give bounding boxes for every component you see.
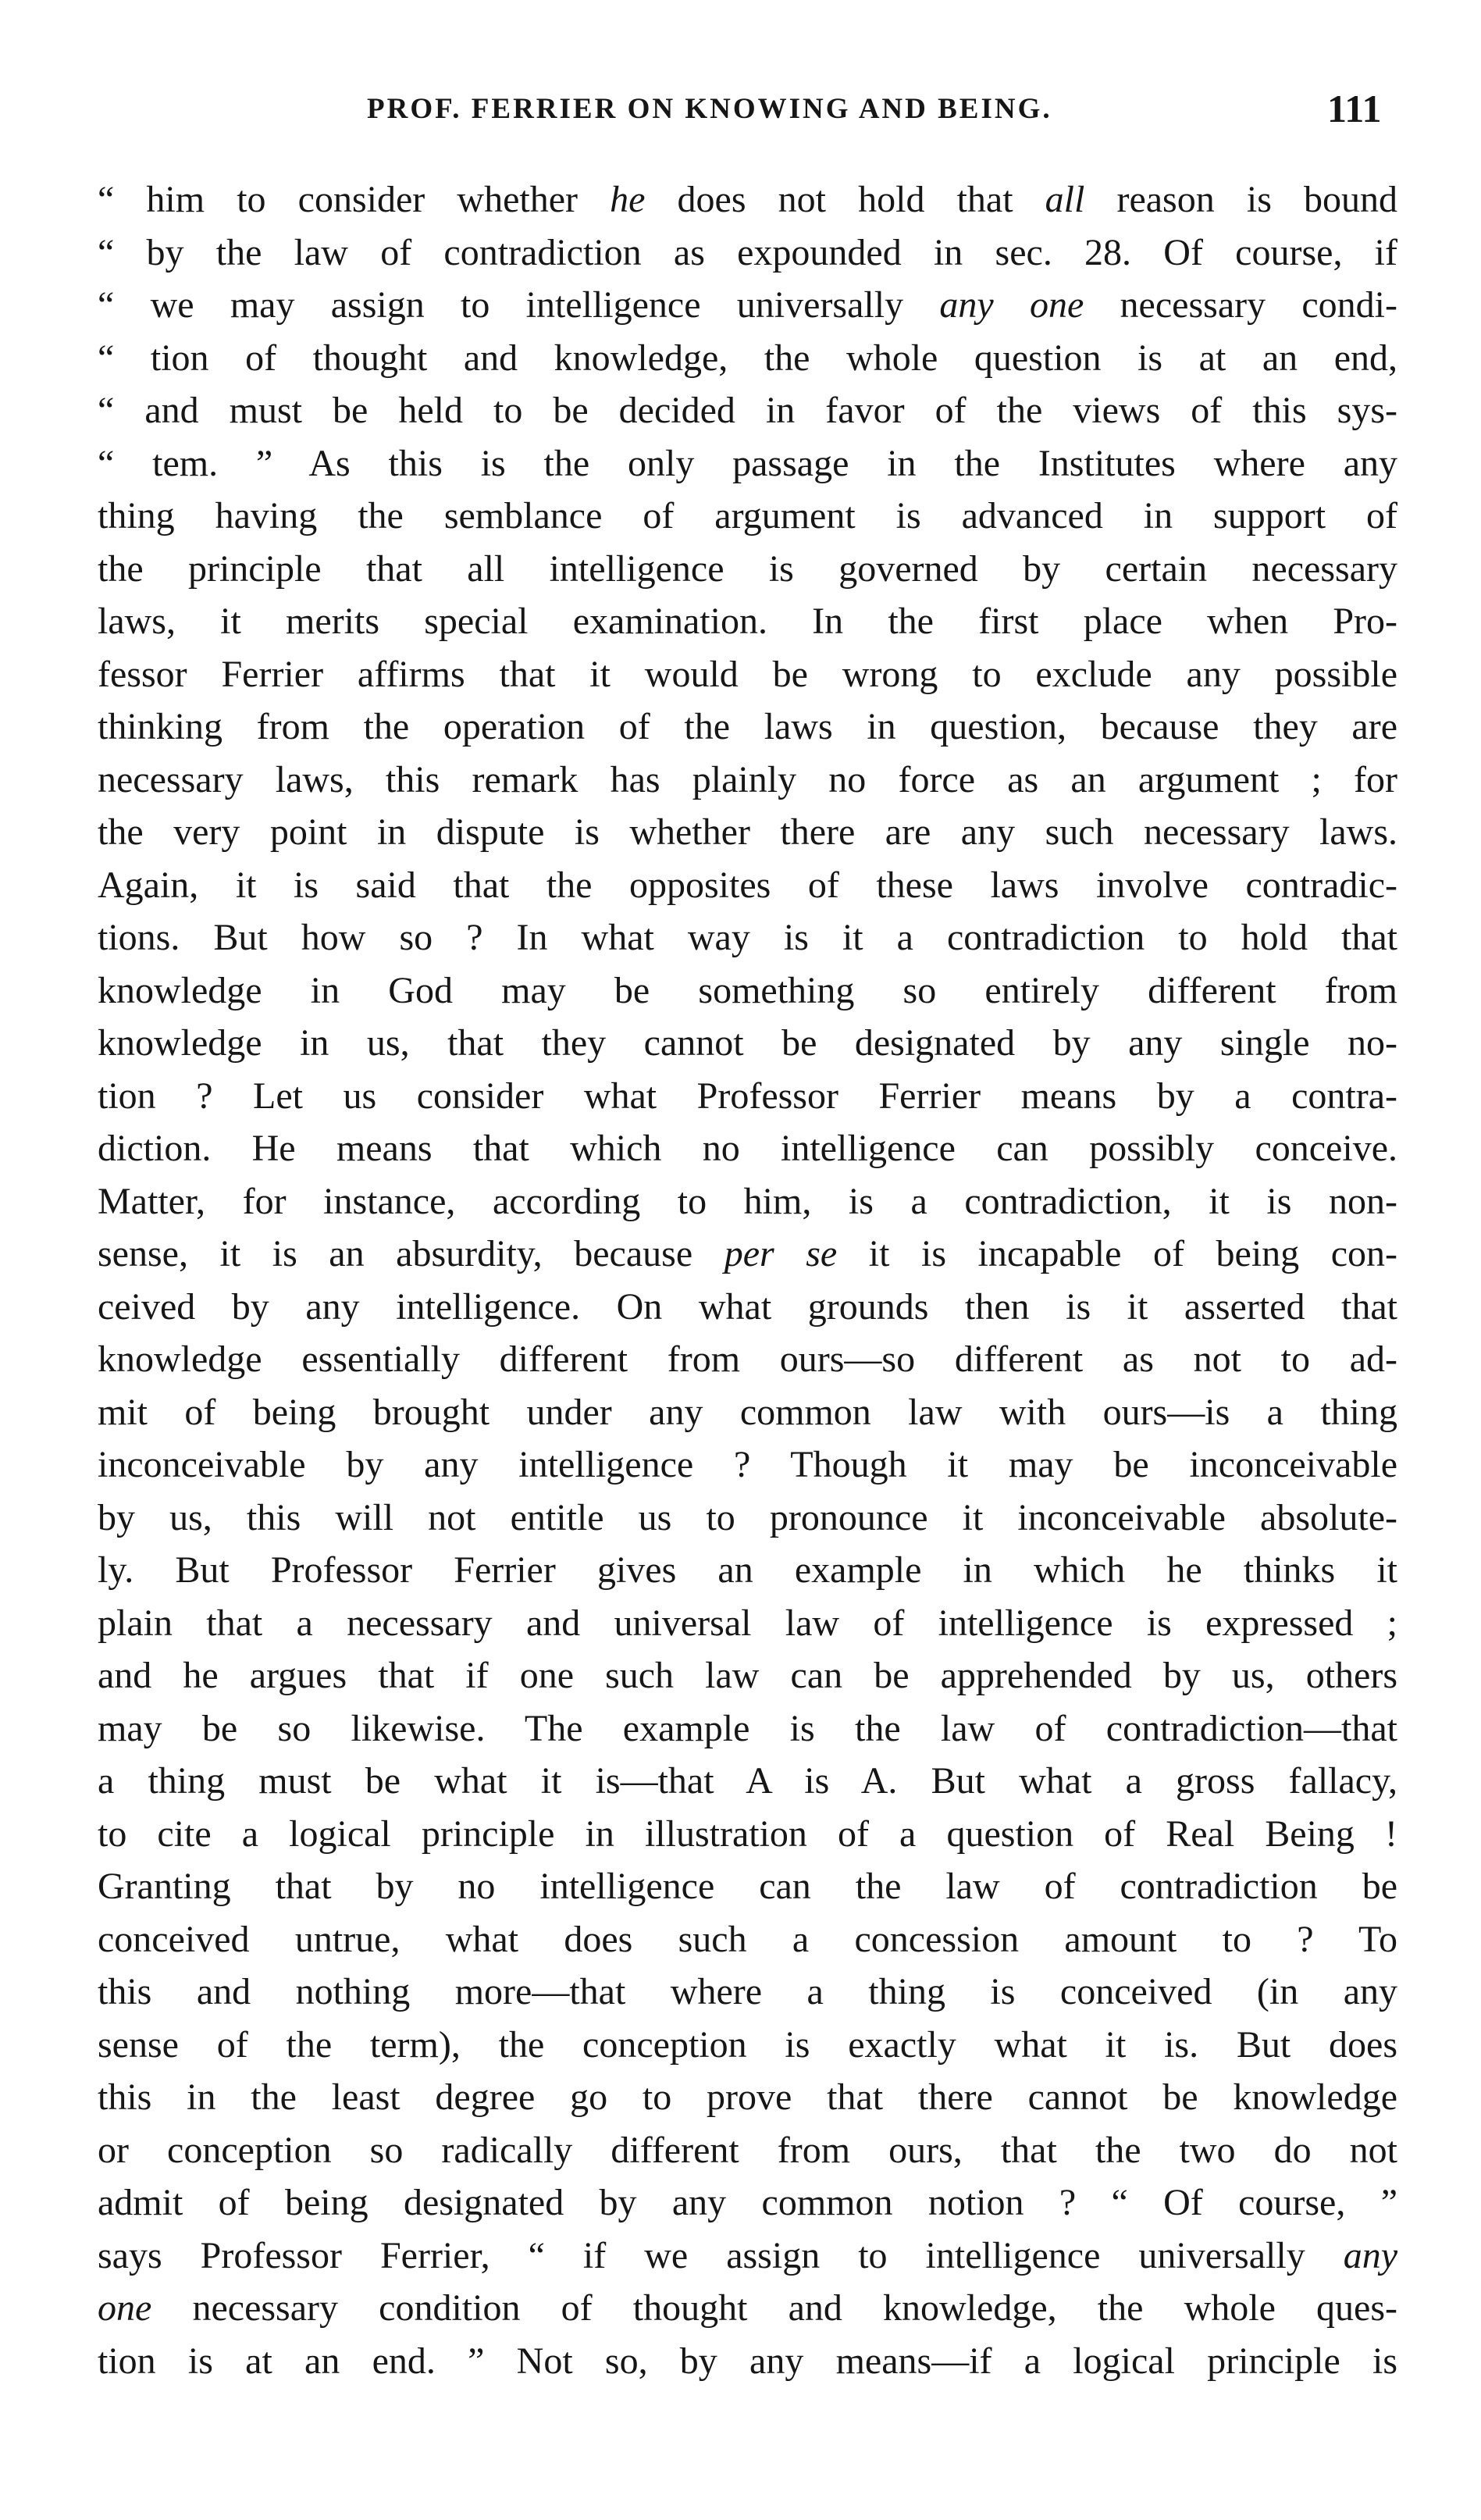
text-line	[98, 1122, 1397, 1175]
text-line	[98, 2071, 1397, 2124]
text-line	[98, 1333, 1397, 1386]
text-segment: it is incapable of being con-	[837, 1233, 1398, 1274]
text-line	[98, 1755, 1397, 1808]
text-segment: plain that a necessary and universal law of intelligence is expressed ;	[98, 1602, 1397, 1644]
text-segment: thing having the semblance of argument is advanced in support of	[98, 495, 1397, 536]
text-line	[98, 2282, 1397, 2335]
text-line	[98, 1913, 1397, 1966]
text-segment: “ tion of thought and knowledge, the whole question is at an end,	[98, 337, 1397, 379]
text-segment: this and nothing more—that where a thing is conceived (in any	[98, 1971, 1397, 2012]
text-line	[98, 1808, 1397, 1861]
text-line	[98, 1492, 1397, 1545]
text-segment: the very point in dispute is whether there are any such necessary laws.	[98, 811, 1397, 853]
text-segment: Again, it is said that the opposites of these laws involve contradic-	[98, 864, 1397, 906]
text-segment: this in the least degree go to prove that there cannot be knowledge	[98, 2076, 1397, 2118]
running-head: PROF. FERRIER ON KNOWING AND BEING.	[367, 93, 1052, 125]
text-segment: laws, it merits special examination. In the first place when Pro-	[98, 601, 1397, 642]
text-segment: may be so likewise. The example is the law of contradiction—that	[98, 1707, 1397, 1749]
text-line	[98, 1281, 1397, 1334]
text-segment: “ him to consider whether	[98, 179, 611, 220]
text-line	[98, 1386, 1397, 1439]
text-line	[98, 859, 1397, 912]
text-line	[98, 1966, 1397, 2019]
text-segment: does not hold that	[645, 179, 1045, 220]
text-line	[98, 1228, 1397, 1281]
text-segment: knowledge in God may be something so entirely different from	[98, 969, 1397, 1011]
text-line	[98, 806, 1397, 859]
text-segment: to cite a logical principle in illustration of a question of Real Being !	[98, 1812, 1397, 1855]
text-segment: fessor Ferrier affirms that it would be wrong to exclude any possible	[98, 653, 1397, 695]
text-segment: sense, it is an absurdity, because	[98, 1233, 724, 1274]
text-segment: thinking from the operation of the laws in question, because they are	[98, 706, 1397, 747]
page-number: 111	[1327, 87, 1382, 130]
text-line	[98, 226, 1397, 280]
text-segment: says Professor Ferrier, “ if we assign to intelligence universally	[98, 2234, 1344, 2276]
text-segment: Granting that by no intelligence can the law of contradiction be	[98, 1866, 1397, 1907]
text-segment: knowledge in us, that they cannot be designated by any single no-	[98, 1022, 1397, 1064]
text-segment: necessary laws, this remark has plainly no force as an argument ; for	[98, 758, 1397, 800]
text-segment: mit of being brought under any common law with ours—is a thing	[98, 1391, 1397, 1433]
text-line	[98, 437, 1397, 490]
text-segment: and he argues that if one such law can be apprehended by us, others	[98, 1655, 1397, 1696]
text-line	[98, 2335, 1397, 2388]
text-segment: necessary condition of thought and knowledge, the whole ques-	[151, 2287, 1397, 2329]
text-segment: “ by the law of contradiction as expounded in sec. 28. Of course, if	[98, 231, 1397, 273]
text-segment: reason is bound	[1084, 179, 1397, 220]
text-segment: admit of being designated by any common notion ? “ Of course, ”	[98, 2182, 1397, 2223]
italic-text: one	[98, 2287, 152, 2329]
text-segment: ly. But Professor Ferrier gives an example in which he thinks it	[98, 1549, 1397, 1591]
text-line	[98, 543, 1397, 596]
text-line	[98, 1597, 1397, 1650]
italic-text: any one	[939, 284, 1084, 326]
italic-text: per se	[724, 1233, 838, 1274]
italic-text: all	[1045, 179, 1085, 220]
text-line	[98, 279, 1397, 332]
text-line	[98, 1017, 1397, 1070]
text-line	[98, 490, 1397, 543]
text-line	[98, 964, 1397, 1018]
text-segment: ceived by any intelligence. On what grounds then is it asserted that	[98, 1285, 1397, 1328]
italic-text: any	[1343, 2234, 1397, 2276]
text-line	[98, 2019, 1397, 2072]
text-segment: tion is at an end. ” Not so, by any means—if a logical principle is	[98, 2340, 1397, 2382]
text-segment: conceived untrue, what does such a concession amount to ? To	[98, 1918, 1397, 1960]
text-segment: diction. He means that which no intelligence can possibly conceive.	[98, 1128, 1397, 1169]
italic-text: he	[610, 179, 646, 220]
text-line	[98, 595, 1397, 648]
text-line	[98, 2176, 1397, 2230]
text-segment: “ we may assign to intelligence universally	[98, 284, 940, 326]
text-segment: sense of the term), the conception is exactly what it is. But does	[98, 2023, 1397, 2066]
text-line	[98, 754, 1397, 807]
text-segment: Matter, for instance, according to him, is a contradiction, it is non-	[98, 1180, 1397, 1222]
text-line	[98, 1175, 1397, 1228]
text-line	[98, 1702, 1397, 1755]
text-segment: by us, this will not entitle us to pronounce it inconceivable absolute-	[98, 1496, 1397, 1538]
text-segment: tions. But how so ? In what way is it a contradiction to hold that	[98, 917, 1397, 958]
text-segment: knowledge essentially different from ours—so different as not to ad-	[98, 1338, 1397, 1380]
text-segment: or conception so radically different from ours, that the two do not	[98, 2129, 1397, 2171]
text-segment: tion ? Let us consider what Professor Ferrier means by a contra-	[98, 1075, 1397, 1117]
text-segment: inconceivable by any intelligence ? Though it may be inconceivable	[98, 1444, 1397, 1485]
text-line	[98, 332, 1397, 385]
text-segment: “ tem. ” As this is the only passage in the Institutes where any	[98, 442, 1397, 484]
text-line	[98, 648, 1397, 701]
text-line	[98, 1070, 1397, 1123]
text-segment: the principle that all intelligence is governed by certain necessary	[98, 547, 1397, 590]
text-segment: necessary condi-	[1084, 284, 1398, 326]
text-line	[98, 173, 1397, 226]
text-segment: a thing must be what it is—that A is A. But what a gross fallacy,	[98, 1760, 1397, 1802]
text-line	[98, 384, 1397, 437]
text-line	[98, 1649, 1397, 1702]
body-text	[98, 173, 1397, 2387]
text-line	[98, 1438, 1397, 1492]
text-line	[98, 1544, 1397, 1597]
text-line	[98, 911, 1397, 964]
text-line	[98, 2124, 1397, 2177]
text-line	[98, 2230, 1397, 2283]
text-line	[98, 700, 1397, 754]
text-line	[98, 1860, 1397, 1913]
text-segment: “ and must be held to be decided in favor of the views of this sys-	[98, 390, 1397, 431]
